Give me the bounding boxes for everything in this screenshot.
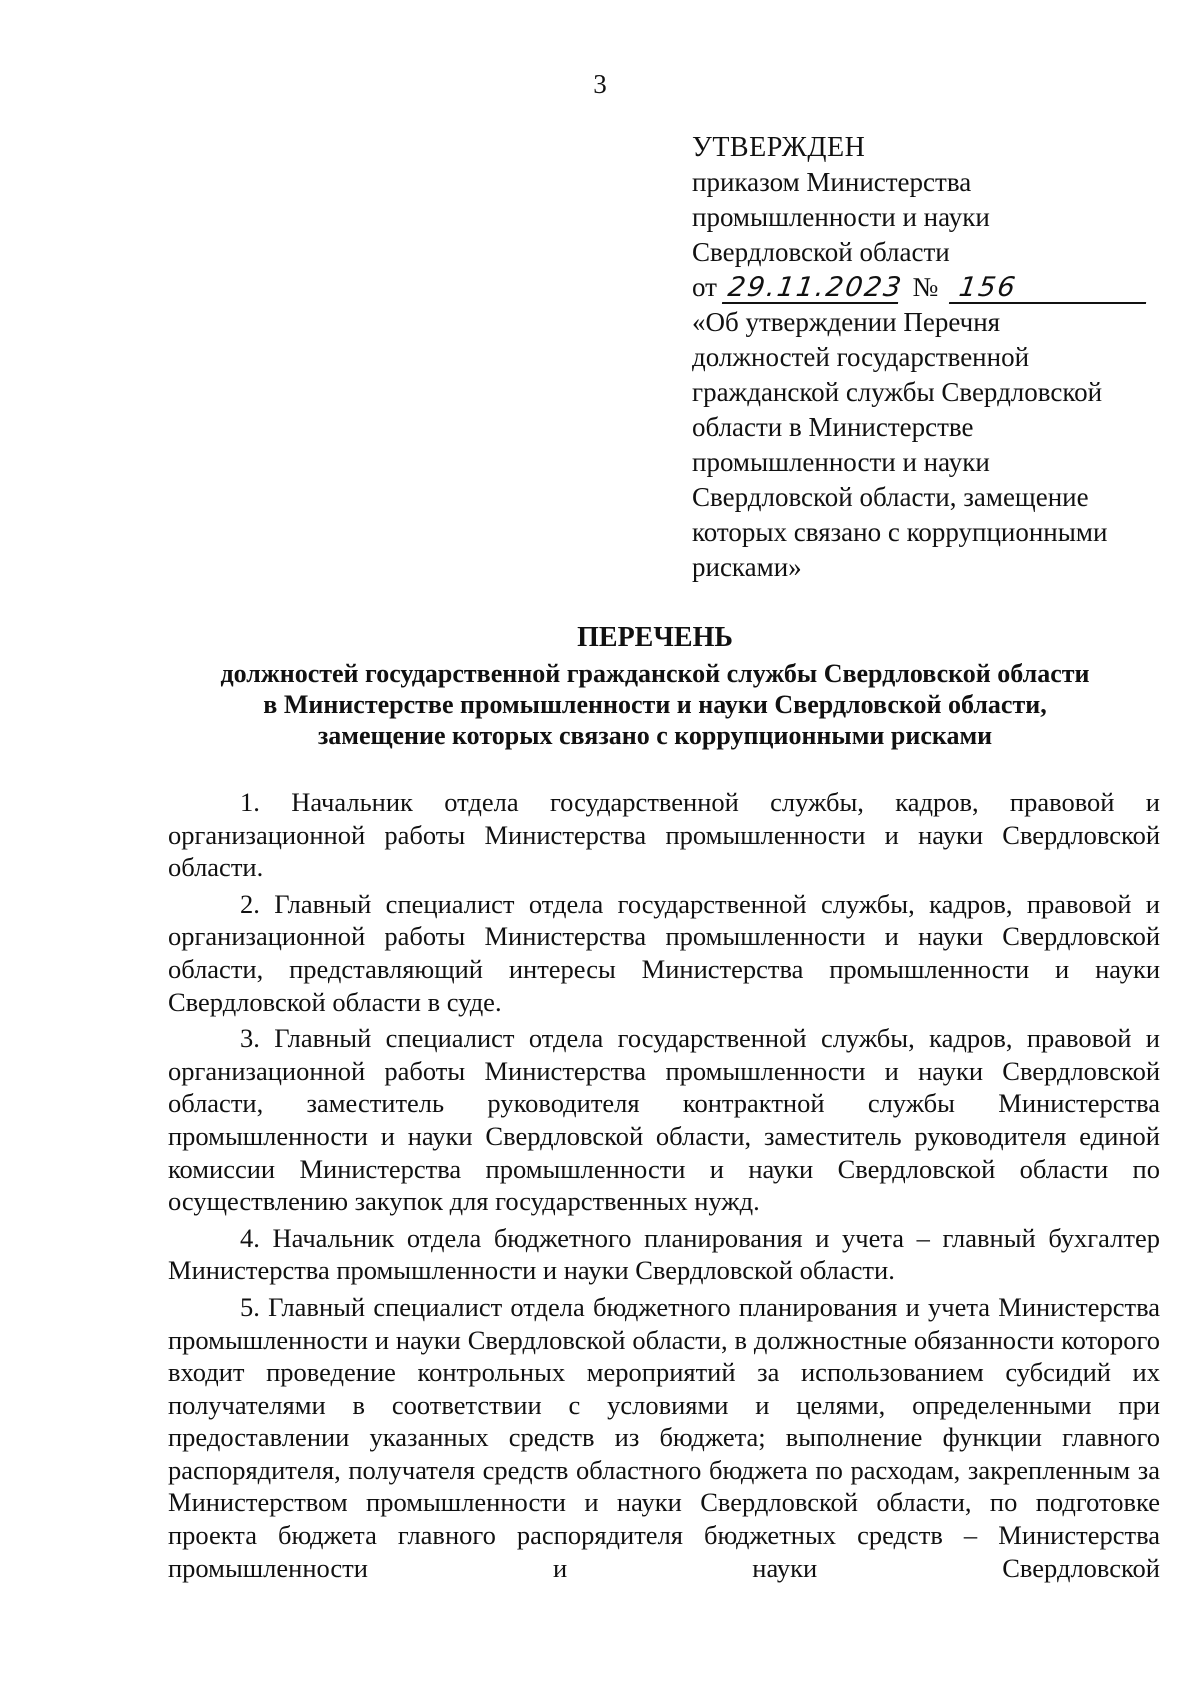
handwritten-date: 29.11.2023 <box>722 274 902 304</box>
approval-subject-line: Свердловской области, замещение <box>692 482 1089 512</box>
approval-subject-line: рисками» <box>692 552 802 582</box>
list-item: 4. Начальник отдела бюджетного планирования и учета – главный бухгалтер Министерства промышленности и науки Свердловской области. <box>168 1222 1160 1286</box>
approval-block <box>692 130 1162 585</box>
document-title <box>150 620 1160 751</box>
number-sign: № <box>912 272 939 302</box>
list-item: 2. Главный специалист отдела государственной службы, кадров, правовой и организационной работы Министерства промышленности и науки Свердловской области, представляющий интересы Министерства промышленности и науки Свердловской области в суде. <box>168 888 1160 1017</box>
approval-subject-line: области в Министерстве <box>692 412 974 442</box>
approval-line: Свердловской области <box>692 237 950 267</box>
approval-subject-line: которых связано с коррупционными <box>692 517 1108 547</box>
title-line: замещение которых связано с коррупционными рисками <box>317 721 993 750</box>
approval-subject-line: гражданской службы Свердловской <box>692 377 1103 407</box>
approval-subject-line: промышленности и науки <box>692 447 990 477</box>
page-number: 3 <box>593 69 607 99</box>
handwritten-number: 156 <box>949 274 1150 304</box>
title-line: должностей государственной гражданской службы Свердловской области <box>220 659 1090 688</box>
list-item: 5. Главный специалист отдела бюджетного планирования и учета Министерства промышленности и науки Свердловской области, в должностные обязанности которого входит проведение контрольных мероприятий за использованием субсидий их получателями в соответствии с условиями и целями, определенными при предоставлении указанных средств из бюджета; выполнение функции главного распорядителя, получателя средств областного бюджета по расходам, закрепленным за Министерством промышленности и науки Свердловской области, по подготовке проекта бюджета главного распорядителя бюджетных средств – Министерства промышленности и науки Свердловской <box>168 1291 1160 1583</box>
list-item: 1. Начальник отдела государственной службы, кадров, правовой и организационной работы Министерства промышленности и науки Свердловской области. <box>168 787 1160 883</box>
title-main: ПЕРЕЧЕНЬ <box>577 622 733 653</box>
approval-subject-line: «Об утверждении Перечня <box>692 307 1001 337</box>
approval-subject-line: должностей государственной <box>692 342 1030 372</box>
position-list <box>168 786 1160 1588</box>
title-line: в Министерстве промышленности и науки Свердловской области, <box>263 690 1047 719</box>
approval-heading: УТВЕРЖДЕН <box>692 132 866 163</box>
approval-line: промышленности и науки <box>692 202 990 232</box>
approval-date-line <box>692 270 1162 305</box>
date-prefix: от <box>692 272 717 302</box>
approval-line: приказом Министерства <box>692 167 972 197</box>
list-item: 3. Главный специалист отдела государственной службы, кадров, правовой и организационной работы Министерства промышленности и науки Свердловской области, заместитель руководителя контрактной службы Министерства промышленности и науки Свердловской области, заместитель руководителя единой комиссии Министерства промышленности и науки Свердловской области по осуществлению закупок для государственных нужд. <box>168 1023 1160 1217</box>
